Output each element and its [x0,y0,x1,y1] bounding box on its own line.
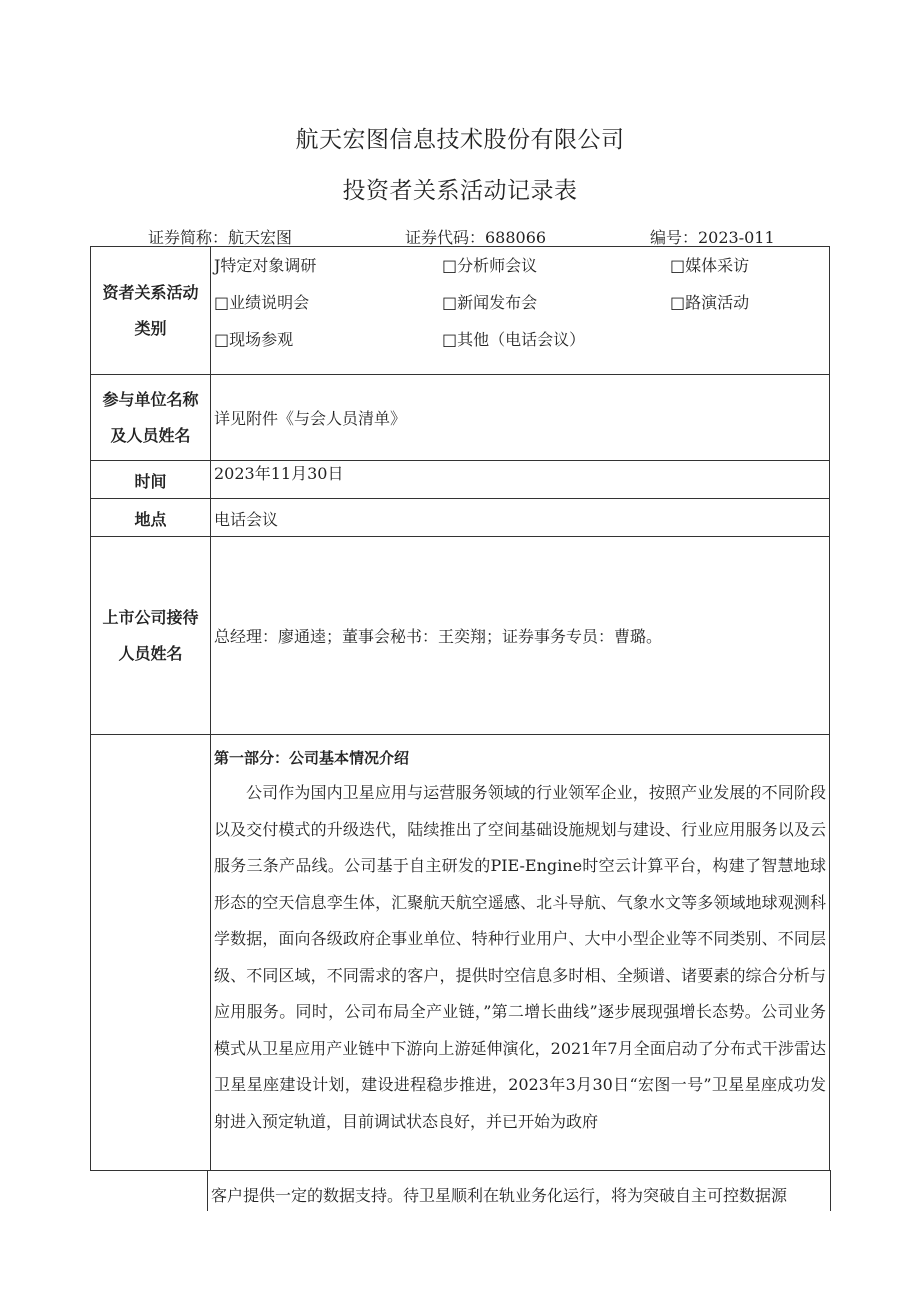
company-intro-paragraph: 公司作为国内卫星应用与运营服务领域的行业领军企业，按照产业发展的不同阶段以及交付模式的升级迭代，陆续推出了空间基础设施规划与建设、行业应用服务以及云服务三条产品线。公司基于自主研发的PIE-Engine时空云计算平台，构建了智慧地球形态的空天信息孪生体，汇聚航天航空遥感、北斗导航、气象水文等多领域地球观测科学数据，面向各级政府企事业单位、特种行业用户、大中小型企业等不同类别、不同层级、不同区域，不同需求的客户，提供时空信息多时相、全频谱、诸要素的综合分析与应用服务。同时，公司布局全产业链，”第二增长曲线”逐步展现强增长态势。公司业务模式从卫星应用产业链中下游向上游延伸演化，2021年7月全面启动了分布式干涉雷达卫星星座建设计划，建设进程稳步推进，2023年3月30日“宏图一号”卫星星座成功发射进入预定轨道，目前调试状态良好，并已开始为政府 [214,783,826,1131]
option-earnings-call[interactable]: □业绩说明会 [214,293,310,312]
option-site-visit[interactable]: □现场参观 [214,330,294,349]
receptionists-row [91,537,830,735]
option-other[interactable]: □其他（电话会议） [442,330,586,349]
option-media-interview[interactable]: □媒体采访 [670,256,750,275]
activity-type-row [91,247,830,375]
option-roadshow[interactable]: □路演活动 [670,293,750,312]
option-analyst-meeting[interactable]: □分析师会议 [442,256,538,275]
receptionists-label-line1: 上市公司接待 [102,607,199,627]
time-label: 时间 [91,461,211,499]
serial-number: 编号：2023-011 [650,228,775,247]
stock-code: 证券代码：688066 [405,228,547,247]
receptionists-label-line2: 人员姓名 [118,643,183,663]
section-title: 第一部分：公司基本情况介绍 [214,749,410,767]
content-row [91,735,830,1171]
option-press-conference[interactable]: □新闻发布会 [442,293,538,312]
activity-type-options [211,247,830,375]
option-specific-research[interactable]: J特定对象调研 [214,256,317,275]
participants-label-line2: 及人员姓名 [110,425,191,445]
receptionists-value: 总经理：廖通逵；董事会秘书：王奕翔；证券事务专员：曹璐。 [211,537,830,735]
participants-value: 详见附件《与会人员清单》 [211,375,830,461]
activity-type-label-line1: 资者关系活动 [102,282,199,302]
record-table [90,246,830,1171]
content-label [91,735,211,1171]
location-label: 地点 [91,499,211,537]
activity-type-label-line2: 类别 [134,318,167,338]
content-cell [211,735,830,1171]
participants-row [91,375,830,461]
location-row [91,499,830,537]
continuation-text: 客户提供一定的数据支持。待卫星顺利在轨业务化运行，将为突破自主可控数据源 [211,1186,788,1205]
participants-label-line1: 参与单位名称 [102,389,199,409]
form-title: 投资者关系活动记录表 [342,178,578,204]
receptionists-label [91,537,211,735]
company-title: 航天宏图信息技术股份有限公司 [295,127,625,153]
time-row [91,461,830,499]
location-value: 电话会议 [211,499,830,537]
participants-label [91,375,211,461]
activity-type-label [91,247,211,375]
stock-abbreviation: 证券简称：航天宏图 [148,228,293,247]
time-value: 2023年11月30日 [211,461,830,499]
